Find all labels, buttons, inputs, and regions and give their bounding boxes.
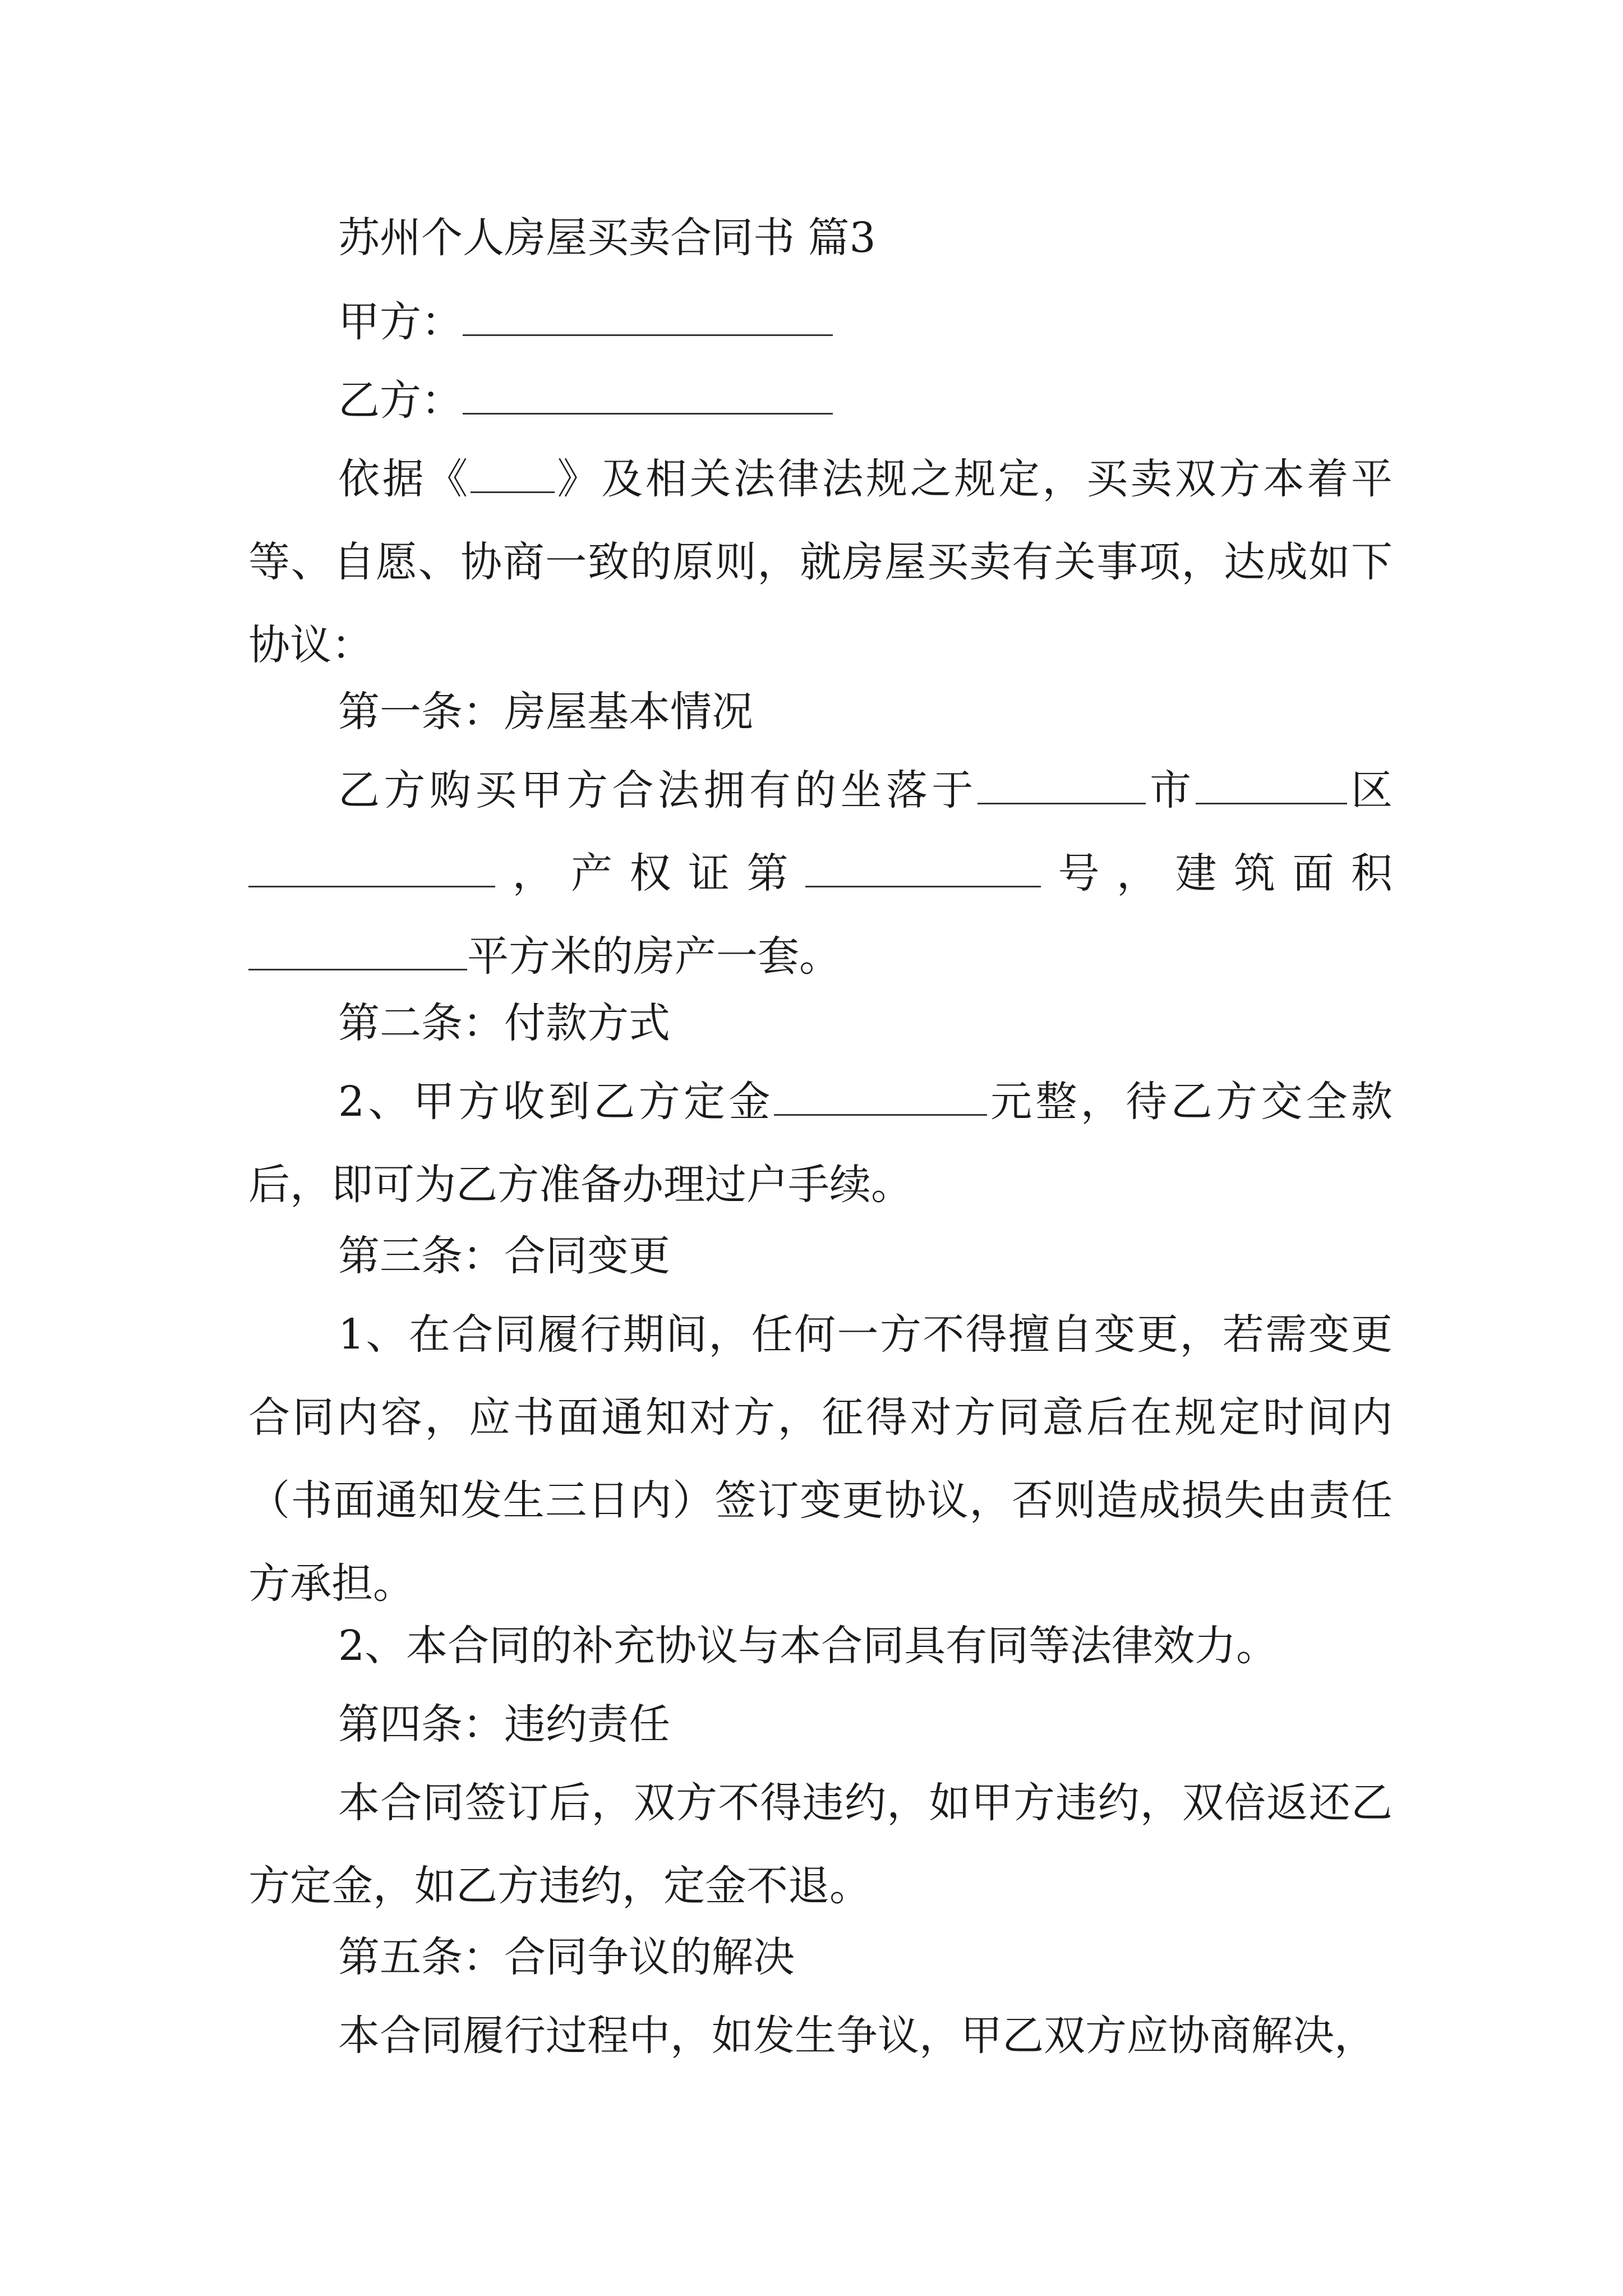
intro-paragraph: 依据《 》及相关法律法规之规定，买卖双方本着平等、自愿、协商一致的原则，就房屋买卖有关事项，达成如下协议： <box>248 438 1393 687</box>
article-1-text: 乙方购买甲方合法拥有的坐落于 市 区，产权证第 号，建筑面积平方米的房产一套。 <box>248 749 1393 998</box>
party-b-blank <box>463 371 833 415</box>
party-b-line: 乙方： <box>248 359 1393 442</box>
law-name-blank <box>471 450 555 493</box>
party-a-line: 甲方： <box>248 280 1393 364</box>
party-a-blank <box>463 293 833 336</box>
document-title: 苏州个人房屋买卖合同书 篇3 <box>338 214 876 262</box>
article-3-item-1: 1、在合同履行期间，任何一方不得擅自变更，若需变更合同内容，应书面通知对方，征得对方同意后在规定时间内（书面通知发生三日内）签订变更协议，否则造成损失由责任方承担。 <box>248 1310 1393 1608</box>
article-1-title: 第一条：房屋基本情况 <box>338 688 753 736</box>
article-5-text: 本合同履行过程中，如发生争议，甲乙双方应协商解决， <box>338 2012 1376 2060</box>
article-2-text: 2、甲方收到乙方定金 元整，待乙方交全款后，即可为乙方准备办理过户手续。 <box>248 1060 1393 1226</box>
article-4-title: 第四条：违约责任 <box>338 1700 670 1749</box>
area-blank <box>248 927 467 970</box>
district-blank <box>1196 761 1347 804</box>
article-5-title: 第五条：合同争议的解决 <box>338 1933 795 1981</box>
certificate-number-blank <box>805 844 1041 887</box>
city-blank <box>978 761 1146 804</box>
article-4-text: 本合同签订后，双方不得违约，如甲方违约，双倍返还乙方定金，如乙方违约，定金不退。 <box>248 1779 1393 1910</box>
article-3-title: 第三条：合同变更 <box>338 1232 670 1280</box>
article-2-title: 第二条：付款方式 <box>338 999 670 1047</box>
deposit-blank <box>774 1073 987 1116</box>
article-3-item-2: 2、本合同的补充协议与本合同具有同等法律效力。 <box>338 1622 1278 1670</box>
address-blank <box>248 844 495 887</box>
